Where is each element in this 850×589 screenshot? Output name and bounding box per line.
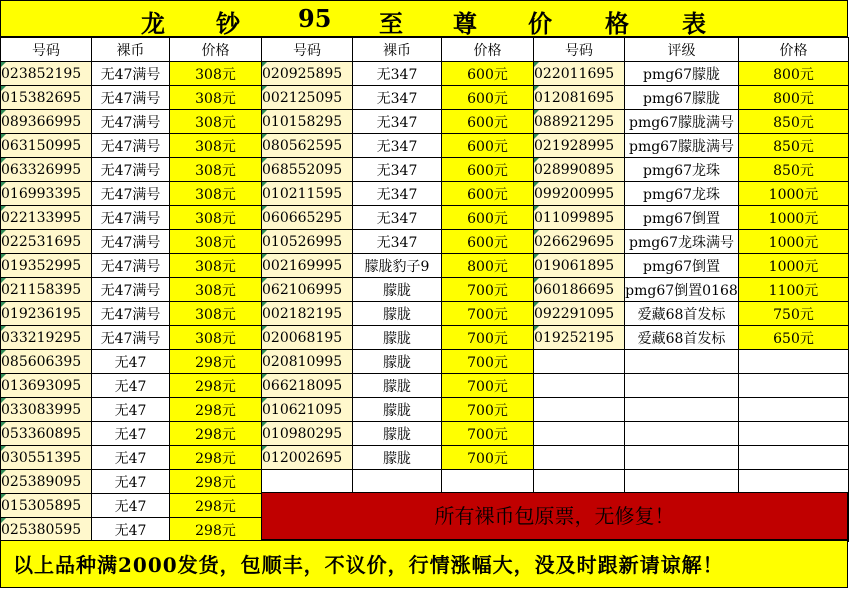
title-char: 尊 bbox=[453, 9, 477, 38]
title-char: 价 bbox=[528, 9, 552, 38]
price-cell: 750元 bbox=[739, 302, 849, 326]
price-cell: 600元 bbox=[442, 158, 534, 182]
banknote-type-cell: 无47满号 bbox=[92, 158, 170, 182]
banknote-type-cell: 爱藏68首发标 bbox=[625, 326, 739, 350]
empty-cell bbox=[625, 350, 739, 374]
table-row bbox=[1, 182, 849, 206]
serial-number-cell: 028990895 bbox=[534, 158, 625, 182]
column-header: 号码 bbox=[534, 38, 625, 62]
banknote-type-cell: 无347 bbox=[353, 206, 442, 230]
banknote-type-cell: 朦胧 bbox=[353, 398, 442, 422]
serial-number-cell: 026629695 bbox=[534, 230, 625, 254]
price-cell: 800元 bbox=[739, 62, 849, 86]
price-cell: 600元 bbox=[442, 230, 534, 254]
price-cell: 600元 bbox=[442, 62, 534, 86]
serial-number-cell: 002182195 bbox=[262, 302, 353, 326]
price-cell: 650元 bbox=[739, 326, 849, 350]
serial-number-cell: 023852195 bbox=[1, 62, 92, 86]
banknote-type-cell: 无347 bbox=[353, 62, 442, 86]
table-row bbox=[1, 350, 849, 374]
price-cell: 850元 bbox=[739, 134, 849, 158]
banknote-type-cell: pmg67倒置 bbox=[625, 206, 739, 230]
serial-number-cell: 080562595 bbox=[262, 134, 353, 158]
price-cell: 850元 bbox=[739, 110, 849, 134]
banknote-type-cell: pmg67朦胧满号 bbox=[625, 134, 739, 158]
serial-number-cell: 089366995 bbox=[1, 110, 92, 134]
price-cell: 1000元 bbox=[739, 182, 849, 206]
banknote-type-cell: 朦胧 bbox=[353, 326, 442, 350]
serial-number-cell: 010980295 bbox=[262, 422, 353, 446]
price-cell: 298元 bbox=[170, 446, 262, 470]
banknote-type-cell: 无47 bbox=[92, 398, 170, 422]
banknote-type-cell: 无47满号 bbox=[92, 254, 170, 278]
price-cell: 308元 bbox=[170, 326, 262, 350]
price-table bbox=[0, 37, 849, 542]
price-cell: 600元 bbox=[442, 182, 534, 206]
serial-number-cell: 060665295 bbox=[262, 206, 353, 230]
serial-number-cell: 022531695 bbox=[1, 230, 92, 254]
price-cell: 308元 bbox=[170, 206, 262, 230]
banknote-type-cell: 朦胧 bbox=[353, 446, 442, 470]
banknote-type-cell: 无47 bbox=[92, 470, 170, 494]
banknote-type-cell: pmg67龙珠 bbox=[625, 158, 739, 182]
price-cell: 308元 bbox=[170, 134, 262, 158]
column-header: 价格 bbox=[170, 38, 262, 62]
serial-number-cell: 063326995 bbox=[1, 158, 92, 182]
banknote-type-cell: 朦胧 bbox=[353, 302, 442, 326]
price-cell: 308元 bbox=[170, 86, 262, 110]
banknote-type-cell: pmg67朦胧 bbox=[625, 62, 739, 86]
serial-number-cell: 099200995 bbox=[534, 182, 625, 206]
banknote-type-cell: 无347 bbox=[353, 158, 442, 182]
empty-cell bbox=[625, 398, 739, 422]
empty-cell bbox=[739, 446, 849, 470]
banknote-type-cell: 无47 bbox=[92, 446, 170, 470]
table-row bbox=[1, 62, 849, 86]
price-cell: 298元 bbox=[170, 494, 262, 518]
table-row bbox=[1, 206, 849, 230]
empty-cell bbox=[534, 422, 625, 446]
header-row bbox=[1, 38, 849, 62]
serial-number-cell: 068552095 bbox=[262, 158, 353, 182]
title-bar bbox=[0, 0, 848, 37]
price-cell: 700元 bbox=[442, 446, 534, 470]
price-cell: 700元 bbox=[442, 350, 534, 374]
price-cell: 600元 bbox=[442, 206, 534, 230]
notice-banner: 所有裸币包原票，无修复！ bbox=[261, 492, 848, 540]
price-cell: 1100元 bbox=[739, 278, 849, 302]
serial-number-cell: 021928995 bbox=[534, 134, 625, 158]
title-char: 95 bbox=[298, 4, 332, 33]
price-cell: 298元 bbox=[170, 398, 262, 422]
table-row bbox=[1, 422, 849, 446]
empty-cell bbox=[534, 398, 625, 422]
banknote-type-cell: 朦胧 bbox=[353, 278, 442, 302]
banknote-type-cell: 无347 bbox=[353, 182, 442, 206]
empty-cell bbox=[739, 422, 849, 446]
serial-number-cell: 033083995 bbox=[1, 398, 92, 422]
banknote-type-cell: 无47满号 bbox=[92, 86, 170, 110]
serial-number-cell: 030551395 bbox=[1, 446, 92, 470]
title-char: 钞 bbox=[216, 9, 240, 38]
empty-cell bbox=[739, 398, 849, 422]
banknote-type-cell: 无47 bbox=[92, 374, 170, 398]
table-row bbox=[1, 158, 849, 182]
title-char: 龙 bbox=[141, 9, 165, 38]
banknote-type-cell: 无47满号 bbox=[92, 206, 170, 230]
price-cell: 1000元 bbox=[739, 254, 849, 278]
serial-number-cell: 019252195 bbox=[534, 326, 625, 350]
banknote-type-cell: 无47 bbox=[92, 350, 170, 374]
serial-number-cell: 020810995 bbox=[262, 350, 353, 374]
serial-number-cell: 053360895 bbox=[1, 422, 92, 446]
serial-number-cell: 066218095 bbox=[262, 374, 353, 398]
serial-number-cell: 025380595 bbox=[1, 518, 92, 542]
banknote-type-cell: 无47满号 bbox=[92, 62, 170, 86]
serial-number-cell: 012081695 bbox=[534, 86, 625, 110]
banknote-type-cell: 无47满号 bbox=[92, 278, 170, 302]
price-cell: 700元 bbox=[442, 326, 534, 350]
serial-number-cell: 063150995 bbox=[1, 134, 92, 158]
empty-cell bbox=[353, 470, 442, 494]
serial-number-cell: 092291095 bbox=[534, 302, 625, 326]
price-cell: 308元 bbox=[170, 302, 262, 326]
price-cell: 850元 bbox=[739, 158, 849, 182]
serial-number-cell: 002169995 bbox=[262, 254, 353, 278]
banknote-type-cell: 朦胧 bbox=[353, 422, 442, 446]
serial-number-cell: 016993395 bbox=[1, 182, 92, 206]
serial-number-cell: 019061895 bbox=[534, 254, 625, 278]
price-cell: 700元 bbox=[442, 398, 534, 422]
banknote-type-cell: 无347 bbox=[353, 134, 442, 158]
price-cell: 308元 bbox=[170, 230, 262, 254]
serial-number-cell: 020068195 bbox=[262, 326, 353, 350]
price-cell: 298元 bbox=[170, 350, 262, 374]
price-cell: 298元 bbox=[170, 374, 262, 398]
serial-number-cell: 015382695 bbox=[1, 86, 92, 110]
table-row bbox=[1, 230, 849, 254]
serial-number-cell: 033219295 bbox=[1, 326, 92, 350]
banknote-type-cell: 无47满号 bbox=[92, 230, 170, 254]
serial-number-cell: 012002695 bbox=[262, 446, 353, 470]
empty-cell bbox=[534, 446, 625, 470]
banknote-type-cell: 无47满号 bbox=[92, 110, 170, 134]
column-header: 裸币 bbox=[353, 38, 442, 62]
empty-cell bbox=[534, 350, 625, 374]
empty-cell bbox=[534, 470, 625, 494]
table-row bbox=[1, 446, 849, 470]
serial-number-cell: 022133995 bbox=[1, 206, 92, 230]
table-row bbox=[1, 398, 849, 422]
price-cell: 308元 bbox=[170, 62, 262, 86]
empty-cell bbox=[625, 470, 739, 494]
empty-cell bbox=[739, 470, 849, 494]
banknote-type-cell: pmg67龙珠 bbox=[625, 182, 739, 206]
banknote-type-cell: 无47满号 bbox=[92, 134, 170, 158]
price-cell: 1000元 bbox=[739, 206, 849, 230]
banknote-type-cell: pmg67龙珠满号 bbox=[625, 230, 739, 254]
empty-cell bbox=[625, 422, 739, 446]
banknote-type-cell: 无47满号 bbox=[92, 326, 170, 350]
banknote-type-cell: 朦胧豹子9 bbox=[353, 254, 442, 278]
table-row bbox=[1, 86, 849, 110]
serial-number-cell: 019236195 bbox=[1, 302, 92, 326]
price-cell: 308元 bbox=[170, 182, 262, 206]
price-cell: 308元 bbox=[170, 110, 262, 134]
price-cell: 700元 bbox=[442, 422, 534, 446]
banknote-type-cell: 无47满号 bbox=[92, 182, 170, 206]
price-cell: 600元 bbox=[442, 134, 534, 158]
price-cell: 308元 bbox=[170, 158, 262, 182]
price-cell: 800元 bbox=[442, 254, 534, 278]
empty-cell bbox=[739, 374, 849, 398]
title-char: 至 bbox=[379, 9, 403, 38]
serial-number-cell: 022011695 bbox=[534, 62, 625, 86]
column-header: 裸币 bbox=[92, 38, 170, 62]
serial-number-cell: 010158295 bbox=[262, 110, 353, 134]
serial-number-cell: 011099895 bbox=[534, 206, 625, 230]
empty-cell bbox=[442, 470, 534, 494]
serial-number-cell: 010621095 bbox=[262, 398, 353, 422]
price-cell: 700元 bbox=[442, 302, 534, 326]
title-char: 表 bbox=[682, 9, 706, 38]
banknote-type-cell: 朦胧 bbox=[353, 374, 442, 398]
price-cell: 700元 bbox=[442, 278, 534, 302]
table-row bbox=[1, 302, 849, 326]
price-cell: 800元 bbox=[739, 86, 849, 110]
price-cell: 600元 bbox=[442, 110, 534, 134]
table-row bbox=[1, 326, 849, 350]
empty-cell bbox=[625, 446, 739, 470]
banknote-type-cell: 无47满号 bbox=[92, 302, 170, 326]
serial-number-cell: 015305895 bbox=[1, 494, 92, 518]
price-cell: 298元 bbox=[170, 470, 262, 494]
table-row bbox=[1, 374, 849, 398]
table-row bbox=[1, 134, 849, 158]
banknote-type-cell: 无347 bbox=[353, 230, 442, 254]
banknote-type-cell: pmg67倒置0168 bbox=[625, 278, 739, 302]
serial-number-cell: 088921295 bbox=[534, 110, 625, 134]
banknote-type-cell: 朦胧 bbox=[353, 350, 442, 374]
serial-number-cell: 013693095 bbox=[1, 374, 92, 398]
serial-number-cell: 020925895 bbox=[262, 62, 353, 86]
banknote-type-cell: pmg67朦胧 bbox=[625, 86, 739, 110]
banknote-type-cell: 无47 bbox=[92, 494, 170, 518]
price-cell: 600元 bbox=[442, 86, 534, 110]
serial-number-cell: 025389095 bbox=[1, 470, 92, 494]
banknote-type-cell: 无347 bbox=[353, 110, 442, 134]
table-row bbox=[1, 278, 849, 302]
serial-number-cell: 019352995 bbox=[1, 254, 92, 278]
column-header: 号码 bbox=[1, 38, 92, 62]
serial-number-cell: 062106995 bbox=[262, 278, 353, 302]
title-char: 格 bbox=[605, 9, 629, 38]
banknote-type-cell: pmg67朦胧满号 bbox=[625, 110, 739, 134]
table-row bbox=[1, 110, 849, 134]
banknote-type-cell: 爱藏68首发标 bbox=[625, 302, 739, 326]
empty-cell bbox=[262, 470, 353, 494]
serial-number-cell: 021158395 bbox=[1, 278, 92, 302]
price-cell: 298元 bbox=[170, 422, 262, 446]
serial-number-cell: 060186695 bbox=[534, 278, 625, 302]
price-cell: 308元 bbox=[170, 278, 262, 302]
table-row bbox=[1, 254, 849, 278]
table-row bbox=[1, 470, 849, 494]
column-header: 评级 bbox=[625, 38, 739, 62]
price-cell: 700元 bbox=[442, 374, 534, 398]
serial-number-cell: 010211595 bbox=[262, 182, 353, 206]
column-header: 价格 bbox=[442, 38, 534, 62]
banknote-type-cell: 无47 bbox=[92, 518, 170, 542]
footer-banner: 以上品种满2000发货，包顺丰，不议价，行情涨幅大，没及时跟新请谅解！ bbox=[0, 540, 848, 588]
price-cell: 308元 bbox=[170, 254, 262, 278]
serial-number-cell: 002125095 bbox=[262, 86, 353, 110]
banknote-type-cell: pmg67倒置 bbox=[625, 254, 739, 278]
price-cell: 1000元 bbox=[739, 230, 849, 254]
banknote-type-cell: 无47 bbox=[92, 422, 170, 446]
column-header: 号码 bbox=[262, 38, 353, 62]
serial-number-cell: 010526995 bbox=[262, 230, 353, 254]
price-cell: 298元 bbox=[170, 518, 262, 542]
empty-cell bbox=[625, 374, 739, 398]
serial-number-cell: 085606395 bbox=[1, 350, 92, 374]
column-header: 价格 bbox=[739, 38, 849, 62]
empty-cell bbox=[739, 350, 849, 374]
empty-cell bbox=[534, 374, 625, 398]
banknote-type-cell: 无347 bbox=[353, 86, 442, 110]
